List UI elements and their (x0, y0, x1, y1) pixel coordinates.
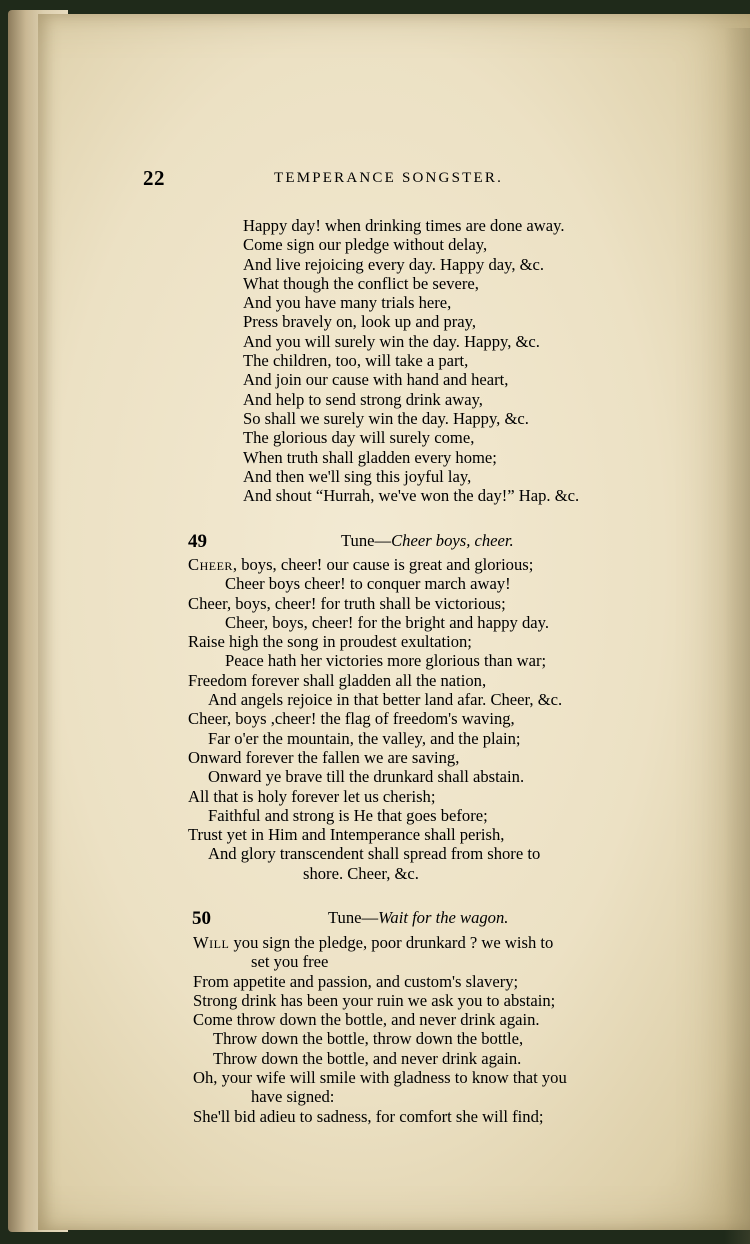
tune-prefix: Tune— (328, 908, 379, 927)
song-50-heading (192, 908, 612, 932)
verse-line: And shout “Hurrah, we've won the day!” Hap. &c. (243, 486, 580, 506)
verse-line: set you free (251, 952, 329, 972)
verse-line: And help to send strong drink away, (243, 389, 483, 409)
verse-line: And glory transcendent shall spread from shore to (208, 844, 541, 864)
opening-line-rest: you sign the pledge, poor drunkard ? we wish to (229, 933, 554, 952)
verse-line: Peace hath her victories more glorious than war; (225, 651, 547, 671)
song-49-heading (188, 531, 608, 555)
verse-line: Far o'er the mountain, the valley, and the plain; (208, 728, 521, 748)
tune-prefix: Tune— (341, 531, 392, 550)
verse-line: Onward ye brave till the drunkard shall abstain. (208, 767, 525, 787)
opening-line-rest: , boys, cheer! our cause is great and glorious; (232, 555, 534, 574)
facing-page-shadow (724, 28, 750, 1244)
opening-word: Will (193, 933, 230, 952)
verse-line: Freedom forever shall gladden all the nation, (188, 670, 487, 690)
verse-line: And you will surely win the day. Happy, &c. (243, 331, 540, 351)
verse-line: Come throw down the bottle, and never drink again. (193, 1010, 540, 1030)
verse-line: Trust yet in Him and Intemperance shall perish, (188, 825, 505, 845)
verse-line: have signed: (251, 1087, 335, 1107)
verse-line: And then we'll sing this joyful lay, (243, 466, 472, 486)
verse-line: Oh, your wife will smile with gladness to know that you (193, 1068, 567, 1088)
verse-line: Cheer boys cheer! to conquer march away! (225, 574, 511, 594)
song-49-verses (188, 555, 562, 883)
verse-line: From appetite and passion, and custom's slavery; (193, 971, 519, 991)
verse-line: What though the conflict be severe, (243, 273, 479, 293)
verse-line: Faithful and strong is He that goes before; (208, 805, 488, 825)
verse-line: And you have many trials here, (243, 293, 452, 313)
page-number: 22 (143, 166, 165, 190)
verse-line: And live rejoicing every day. Happy day, &c. (243, 254, 545, 274)
running-title: TEMPERANCE SONGSTER. (274, 170, 504, 186)
verse-line (193, 933, 567, 952)
verse-line: shore. Cheer, &c. (303, 863, 419, 883)
verse-line (188, 555, 562, 574)
verse-line: Come sign our pledge without delay, (243, 235, 488, 255)
song-50-verses (193, 933, 567, 1126)
verse-line: And join our cause with hand and heart, (243, 370, 509, 390)
opening-word: Cheer (188, 555, 233, 574)
verse-line: Strong drink has been your ruin we ask you to abstain; (193, 990, 556, 1010)
verse-line: All that is holy forever let us cherish; (188, 786, 436, 806)
tune-line (328, 908, 508, 928)
verse-line: The glorious day will surely come, (243, 428, 475, 448)
verse-line: Throw down the bottle, throw down the bottle, (213, 1029, 524, 1049)
verse-line: She'll bid adieu to sadness, for comfort she will find; (193, 1106, 544, 1126)
tune-name: Cheer boys, cheer. (391, 531, 514, 550)
verse-line: Press bravely on, look up and pray, (243, 312, 477, 332)
verse-line: And angels rejoice in that better land afar. Cheer, &c. (208, 690, 563, 710)
verse-line: Happy day! when drinking times are done away. (243, 216, 565, 235)
page-header (143, 166, 593, 196)
tune-name: Wait for the wagon. (378, 908, 509, 927)
verse-line: The children, too, will take a part, (243, 351, 469, 371)
verse-line: Cheer, boys, cheer! for the bright and happy day. (225, 612, 550, 632)
song-48-continued (243, 216, 579, 505)
verse-line: So shall we surely win the day. Happy, &c. (243, 408, 529, 428)
song-number: 49 (188, 531, 207, 552)
verse-line: Cheer, boys ,cheer! the flag of freedom's waving, (188, 709, 515, 729)
song-number: 50 (192, 908, 211, 929)
verse-line: When truth shall gladden every home; (243, 447, 497, 467)
verse-line: Cheer, boys, cheer! for truth shall be victorious; (188, 593, 506, 613)
verse-line: Throw down the bottle, and never drink again. (213, 1048, 522, 1068)
verse-line: Raise high the song in proudest exultation; (188, 632, 472, 652)
tune-line (341, 531, 514, 551)
verse-line: Onward forever the fallen we are saving, (188, 747, 460, 767)
